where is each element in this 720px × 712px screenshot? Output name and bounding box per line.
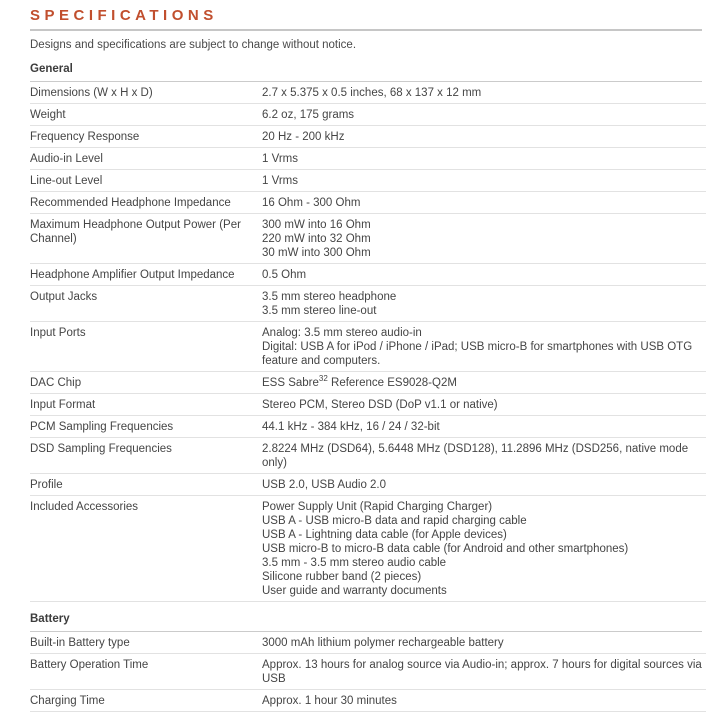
spec-value-line: 3.5 mm - 3.5 mm stereo audio cable — [262, 556, 447, 569]
spec-row-audio-in-level — [30, 148, 706, 170]
spec-row-weight — [30, 104, 706, 126]
disclaimer-note: Designs and specifications are subject to change without notice. — [30, 39, 357, 51]
spec-row-battery-operation-time — [30, 654, 706, 690]
spec-row-input-format — [30, 394, 706, 416]
spec-value — [262, 373, 706, 390]
spec-value — [262, 694, 706, 708]
spec-value-line: 1 Vrms — [262, 152, 298, 165]
spec-label: Input Ports — [30, 326, 86, 339]
spec-value-line — [262, 373, 706, 390]
section-header-general: General — [30, 60, 702, 82]
spec-value-line: 1 Vrms — [262, 174, 298, 187]
spec-value-line: Approx. 1 hour 30 minutes — [262, 694, 397, 707]
spec-row-dsd-sampling-frequencies — [30, 438, 706, 474]
spec-label: Line-out Level — [30, 174, 103, 187]
spec-value-line: 20 Hz - 200 kHz — [262, 130, 345, 143]
spec-label: PCM Sampling Frequencies — [30, 420, 174, 433]
spec-label: Included Accessories — [30, 500, 139, 513]
spec-row-pcm-sampling-frequencies — [30, 416, 706, 438]
spec-label: Output Jacks — [30, 290, 98, 303]
spec-value — [262, 152, 706, 166]
spec-value-line: Analog: 3.5 mm stereo audio-in — [262, 326, 422, 339]
spec-label: Battery Operation Time — [30, 658, 149, 671]
spec-label: Built-in Battery type — [30, 636, 130, 649]
spec-label: DSD Sampling Frequencies — [30, 442, 172, 455]
spec-row-frequency-response — [30, 126, 706, 148]
spec-value — [262, 108, 706, 122]
spec-row-line-out-level — [30, 170, 706, 192]
spec-value-line: 44.1 kHz - 384 kHz, 16 / 24 / 32-bit — [262, 420, 440, 433]
section-header-battery: Battery — [30, 610, 702, 632]
spec-value — [262, 130, 706, 144]
spec-value — [262, 218, 706, 260]
spec-label: DAC Chip — [30, 376, 82, 389]
spec-value — [262, 420, 706, 434]
spec-row-output-jacks — [30, 286, 706, 322]
spec-label: Input Format — [30, 398, 96, 411]
spec-label: Weight — [30, 108, 66, 121]
spec-value-line: 16 Ohm - 300 Ohm — [262, 196, 361, 209]
spec-value — [262, 636, 706, 650]
dac-chip-name: ESS Sabre — [262, 376, 319, 389]
spec-label: Maximum Headphone Output Power (Per Channel) — [30, 218, 241, 245]
spec-value — [262, 398, 706, 412]
spec-value — [262, 500, 706, 598]
spec-value — [262, 290, 706, 318]
spec-row-included-accessories — [30, 496, 706, 602]
spec-value-line: User guide and warranty documents — [262, 584, 447, 597]
spec-value-line: Silicone rubber band (2 pieces) — [262, 570, 422, 583]
spec-row-max-headphone-output-power — [30, 214, 706, 264]
spec-value-line: 0.5 Ohm — [262, 268, 307, 281]
spec-value-line: 220 mW into 32 Ohm — [262, 232, 371, 245]
spec-value-line: USB A - Lightning data cable (for Apple devices) — [262, 528, 507, 541]
spec-label: Frequency Response — [30, 130, 140, 143]
spec-value-line: 6.2 oz, 175 grams — [262, 108, 355, 121]
spec-value-line: 2.8224 MHz (DSD64), 5.6448 MHz (DSD128), 11.2896 MHz (DSD256, native mode only) — [262, 442, 689, 469]
spec-label: Audio-in Level — [30, 152, 103, 165]
spec-value — [262, 174, 706, 188]
spec-value-line: 2.7 x 5.375 x 0.5 inches, 68 x 137 x 12 mm — [262, 86, 482, 99]
spec-value-line: Stereo PCM, Stereo DSD (DoP v1.1 or native) — [262, 398, 498, 411]
spec-value-line: USB 2.0, USB Audio 2.0 — [262, 478, 387, 491]
spec-value — [262, 268, 706, 282]
spec-row-dac-chip — [30, 372, 706, 394]
spec-label: Charging Time — [30, 694, 105, 707]
spec-row-dimensions — [30, 82, 706, 104]
spec-value — [262, 86, 706, 100]
spec-value — [262, 196, 706, 210]
spec-value — [262, 658, 706, 686]
spec-value — [262, 442, 706, 470]
spec-row-charging-time — [30, 690, 706, 712]
spec-label: Recommended Headphone Impedance — [30, 196, 231, 209]
dac-chip-reference: Reference ES9028-Q2M — [327, 376, 457, 389]
spec-row-input-ports — [30, 322, 706, 372]
spec-label: Profile — [30, 478, 63, 491]
spec-value-line: 3.5 mm stereo headphone — [262, 290, 397, 303]
spec-value-line: 3.5 mm stereo line-out — [262, 304, 377, 317]
spec-value-line: Digital: USB A for iPod / iPhone / iPad; USB micro-B for smartphones with USB OTG feature and computers. — [262, 340, 693, 367]
spec-value — [262, 326, 706, 368]
spec-value-line: 30 mW into 300 Ohm — [262, 246, 371, 259]
spec-value-line: 3000 mAh lithium polymer rechargeable battery — [262, 636, 504, 649]
spec-label: Headphone Amplifier Output Impedance — [30, 268, 235, 281]
spec-row-built-in-battery-type — [30, 632, 706, 654]
spec-value-line: Approx. 13 hours for analog source via Audio-in; approx. 7 hours for digital sources via USB — [262, 658, 702, 685]
spec-value-line: USB A - USB micro-B data and rapid charging cable — [262, 514, 527, 527]
spec-label: Dimensions (W x H x D) — [30, 86, 153, 99]
spec-value-line: USB micro-B to micro-B data cable (for Android and other smartphones) — [262, 542, 629, 555]
spec-value-line: 300 mW into 16 Ohm — [262, 218, 371, 231]
dac-chip-superscript: 32 — [318, 373, 328, 383]
spec-value-line: Power Supply Unit (Rapid Charging Charger) — [262, 500, 493, 513]
spec-value — [262, 478, 706, 492]
spec-row-recommended-headphone-impedance — [30, 192, 706, 214]
spec-row-headphone-amp-output-impedance — [30, 264, 706, 286]
page-title: SPECIFICATIONS — [30, 7, 218, 24]
title-divider — [30, 29, 702, 31]
spec-row-profile — [30, 474, 706, 496]
